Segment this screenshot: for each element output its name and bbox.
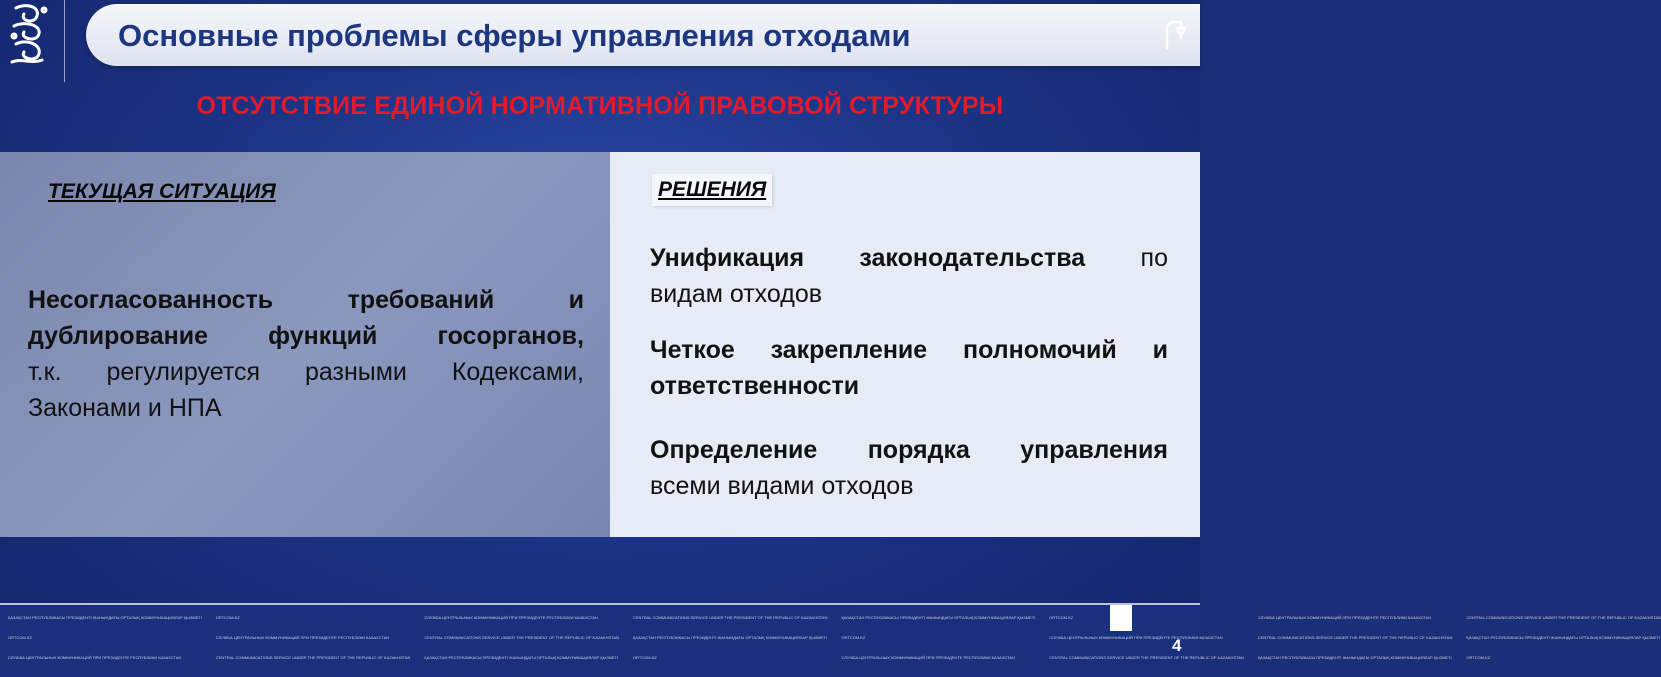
title-bar [86,4,1200,66]
footer-strip-text: ҚАЗАҚСТАН РЕСПУБЛИКАСЫ ПРЕЗИДЕНТІ ЖАНЫНДАҒЫ ОРТАЛЫҚ КОММУНИКАЦИЯЛАР ҚЫЗМЕТІ [8,615,202,620]
solution-3 [650,432,1168,504]
ornament-emblem-icon [6,0,52,70]
situation-line-1: Несогласованность требований и [28,286,584,314]
footer-strip-text: ҚАЗАҚСТАН РЕСПУБЛИКАСЫ ПРЕЗИДЕНТІ ЖАНЫНДАҒЫ ОРТАЛЫҚ КОММУНИКАЦИЯЛАР ҚЫЗМЕТІ [632,635,827,640]
footer-strip-text: ҚАЗАҚСТАН РЕСПУБЛИКАСЫ ПРЕЗИДЕНТІ ЖАНЫНДАҒЫ ОРТАЛЫҚ КОММУНИКАЦИЯЛАР ҚЫЗМЕТІ [424,655,619,660]
footer [0,603,1661,677]
footer-strip-text: СЛУЖБА ЦЕНТРАЛЬНЫХ КОММУНИКАЦИЙ ПРИ ПРЕЗИДЕНТЕ РЕСПУБЛИКИ КАЗАХСТАН [8,655,182,660]
current-situation-panel [0,152,610,537]
solution-3-line2: всеми видами отходов [650,472,914,500]
footer-strip-text: ORTCOM.KZ [841,635,866,640]
solution-3-bold: Определение порядка управления [650,436,1168,464]
solution-2-line1: Четкое закрепление полномочий и [650,336,1168,364]
footer-strip [0,615,1661,675]
footer-strip-text: CENTRAL COMMUNICATIONS SERVICE UNDER THE PRESIDENT OF THE REPUBLIC OF KAZAKHSTAN [215,655,411,660]
footer-strip-text: CENTRAL COMMUNICATIONS SERVICE UNDER THE PRESIDENT OF THE REPUBLIC OF KAZAKHSTAN [1049,655,1244,660]
situation-line-2: дублирование функций госорганов, [28,322,584,350]
footer-strip-text: СЛУЖБА ЦЕНТРАЛЬНЫХ КОММУНИКАЦИЙ ПРИ ПРЕЗИДЕНТЕ РЕСПУБЛИКИ КАЗАХСТАН [1049,635,1223,640]
subtitle: ОТСУТСТВИЕ ЕДИНОЙ НОРМАТИВНОЙ ПРАВОВОЙ СТРУКТУРЫ [196,92,1004,120]
solution-2-line2: ответственности [650,372,860,400]
footer-strip-text: CENTRAL COMMUNICATIONS SERVICE UNDER THE PRESIDENT OF THE REPUBLIC OF KAZAKHSTAN [1466,615,1661,620]
footer-strip-text: СЛУЖБА ЦЕНТРАЛЬНЫХ КОММУНИКАЦИЙ ПРИ ПРЕЗИДЕНТЕ РЕСПУБЛИКИ КАЗАХСТАН [215,635,390,640]
footer-strip-text: ORTCOM.KZ [632,655,657,660]
current-situation-heading: ТЕКУЩАЯ СИТУАЦИЯ [48,180,276,203]
footer-strip-text: ҚАЗАҚСТАН РЕСПУБЛИКАСЫ ПРЕЗИДЕНТІ ЖАНЫНДАҒЫ ОРТАЛЫҚ КОММУНИКАЦИЯЛАР ҚЫЗМЕТІ [841,615,1036,620]
emblem-divider [64,0,65,82]
solution-1 [650,240,1168,312]
footer-strip-text: СЛУЖБА ЦЕНТРАЛЬНЫХ КОММУНИКАЦИЙ ПРИ ПРЕЗИДЕНТЕ РЕСПУБЛИКИ КАЗАХСТАН [841,655,1015,660]
solution-2 [650,332,1168,404]
footer-strip-text: ҚАЗАҚСТАН РЕСПУБЛИКАСЫ ПРЕЗИДЕНТІ ЖАНЫНДАҒЫ ОРТАЛЫҚ КОММУНИКАЦИЯЛАР ҚЫЗМЕТІ [1466,635,1661,640]
footer-strip-text: ORTCOM.KZ [8,635,32,640]
footer-strip-text: СЛУЖБА ЦЕНТРАЛЬНЫХ КОММУНИКАЦИЙ ПРИ ПРЕЗИДЕНТЕ РЕСПУБЛИКИ КАЗАХСТАН [424,615,598,620]
footer-strip-text: CENTRAL COMMUNICATIONS SERVICE UNDER THE PRESIDENT OF THE REPUBLIC OF KAZAKHSTAN [1257,635,1453,640]
footer-strip-text: ҚАЗАҚСТАН РЕСПУБЛИКАСЫ ПРЕЗИДЕНТІ ЖАНЫНДАҒЫ ОРТАЛЫҚ КОММУНИКАЦИЯЛАР ҚЫЗМЕТІ [1257,655,1452,660]
footer-strip-text: CENTRAL COMMUNICATIONS SERVICE UNDER THE PRESIDENT OF THE REPUBLIC OF KAZAKHSTAN [632,615,828,620]
solutions-panel [610,152,1200,537]
solution-1-line2: видам отходов [650,280,823,308]
page-number: 4 [1172,636,1182,655]
footer-strip-text: CENTRAL COMMUNICATIONS SERVICE UNDER THE PRESIDENT OF THE REPUBLIC OF KAZAKHSTAN [424,635,619,640]
situation-text [28,282,584,426]
footer-strip-text: ORTCOM.KZ [215,615,240,620]
situation-line-4: Законами и НПА [28,394,222,422]
solution-1-rest: по [1085,244,1168,272]
lamp-icon [1162,20,1188,50]
footer-square [1110,605,1132,631]
footer-strip-text: СЛУЖБА ЦЕНТРАЛЬНЫХ КОММУНИКАЦИЙ ПРИ ПРЕЗИДЕНТЕ РЕСПУБЛИКИ КАЗАХСТАН [1257,615,1432,620]
solutions-heading: РЕШЕНИЯ [652,174,772,206]
footer-strip-text: ORTCOM.KZ [1466,655,1491,660]
footer-strip-text: ORTCOM.KZ [1049,615,1074,620]
situation-line-3: т.к. регулируется разными Кодексами, [28,358,584,386]
page-title: Основные проблемы сферы управления отходами [118,18,911,53]
solution-1-bold: Унификация законодательства [650,244,1086,272]
emblem [0,0,58,80]
